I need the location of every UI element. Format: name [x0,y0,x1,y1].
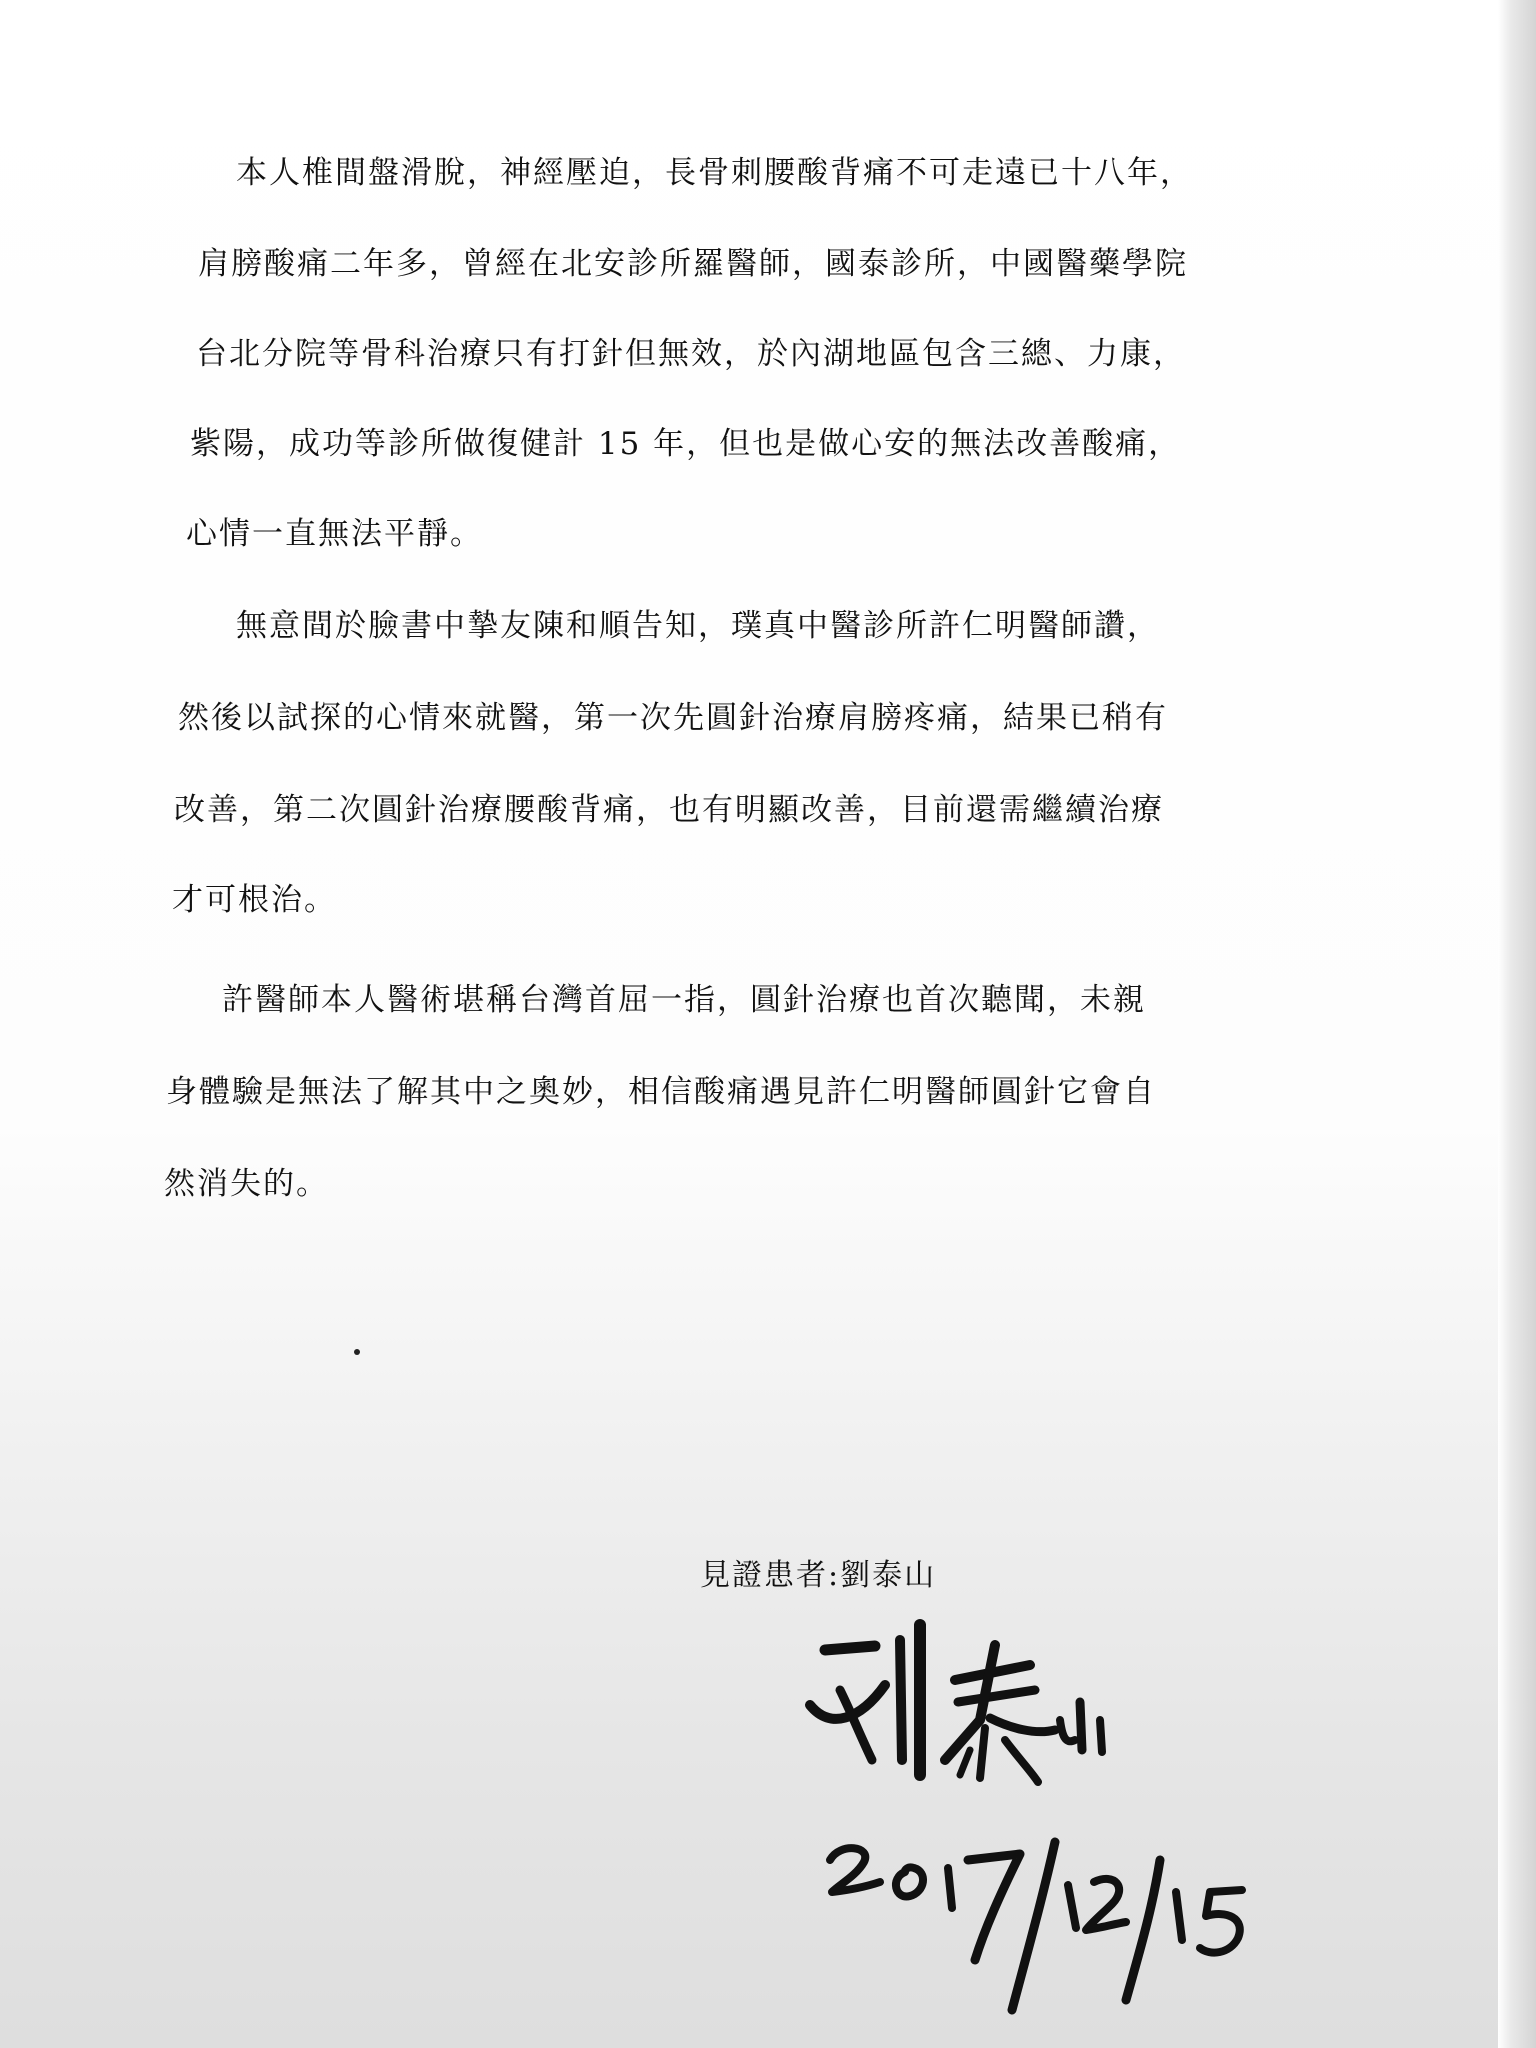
signature-stroke [960,1750,970,1775]
date-stroke [896,1867,923,1896]
witness-signer-label: 見證患者:劉泰山 [700,1558,937,1593]
letter-line: 改善，第二次圓針治療腰酸背痛，也有明顯改善，目前還需繼續治療 [174,792,1164,828]
letter-line: 許醫師本人醫術堪稱台灣首屈一指，圓針治療也首次聽聞，未親 [222,982,1146,1018]
paper-edge-shadow [1498,0,1536,2048]
date-stroke [1126,1860,1160,2000]
signature-stroke [990,1718,1055,1732]
letter-line: 心情一直無法平靜。 [186,516,483,552]
letter-line: 然消失的。 [164,1166,329,1202]
letter-line: 肩膀酸痛二年多，曾經在北安診所羅醫師，國泰診所，中國醫藥學院 [198,246,1188,282]
letter-line: 然後以試探的心情來就醫，第一次先圓針治療肩膀疼痛，結果已稍有 [178,700,1168,736]
date-stroke [830,1848,880,1892]
date-stroke [1086,1879,1126,1930]
signature-stroke [1060,1720,1075,1741]
signature-stroke [1100,1720,1102,1752]
stray-ink-dot [354,1349,360,1355]
letter-line: 紫陽，成功等診所做復健計 15 年，但也是做心安的無法改善酸痛， [190,426,1182,462]
letter-line: 身體驗是無法了解其中之奧妙，相信酸痛遇見許仁明醫師圓針它會自 [166,1074,1156,1110]
date-stroke [1200,1890,1242,1953]
letter-line: 無意間於臉書中摯友陳和順告知，璞真中醫診所許仁明醫師讚， [236,608,1160,644]
signature-stroke [900,1640,902,1760]
signature-stroke [958,1690,1035,1702]
letter-line: 才可根治。 [172,882,337,918]
handwritten-signature-and-date [780,1610,1300,2030]
signature-stroke [1005,1740,1038,1782]
signature-stroke [980,1728,985,1778]
signature-stroke [825,1646,875,1650]
letter-line: 台北分院等骨科治療只有打針但無效，於內湖地區包含三總、力康， [196,336,1186,372]
date-stroke [968,1854,1020,1960]
signature-stroke [1080,1702,1082,1750]
letter-line: 本人椎間盤滑脫，神經壓迫，長骨刺腰酸背痛不可走遠已十八年， [236,155,1193,191]
date-stroke [948,1868,952,1908]
date-stroke [1068,1885,1076,1928]
date-stroke [1176,1892,1182,1940]
